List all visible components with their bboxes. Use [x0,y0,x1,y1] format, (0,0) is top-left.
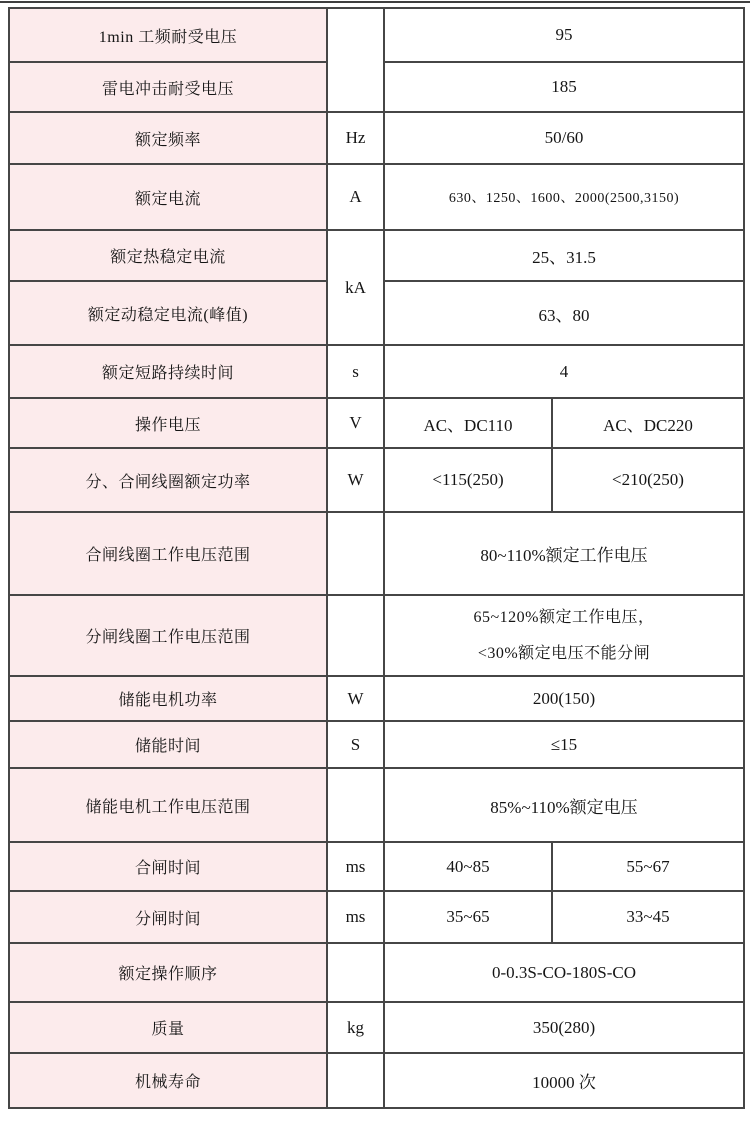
spec-label-cell: 合闸线圈工作电压范围 [9,512,327,595]
value-cell: 55~67 [552,842,744,891]
spec-label-cell: 分、合闸线圈额定功率 [9,448,327,512]
value-cell: AC、DC110 [384,398,552,448]
value-cell: 80~110%额定工作电压 [384,512,744,595]
unit-cell: S [327,721,384,768]
spec-label-cell: 机械寿命 [9,1053,327,1108]
unit-cell [327,1053,384,1108]
value-cell: <210(250) [552,448,744,512]
value-cell: 63、80 [384,281,744,345]
table-row [9,512,744,595]
unit-cell [327,8,384,112]
unit-cell: V [327,398,384,448]
value-cell: 33~45 [552,891,744,943]
spec-label-cell: 分闸时间 [9,891,327,943]
value-cell: <115(250) [384,448,552,512]
value-line: 65~120%额定工作电压， [473,608,655,626]
unit-cell: s [327,345,384,398]
spec-label-cell: 分闸线圈工作电压范围 [9,595,327,676]
table-row [9,943,744,1002]
value-cell: 50/60 [384,112,744,164]
spec-label-cell: 合闸时间 [9,842,327,891]
unit-cell: Hz [327,112,384,164]
table-row [9,1002,744,1053]
unit-cell [327,595,384,676]
spec-label-cell: 雷电冲击耐受电压 [9,62,327,112]
unit-cell [327,512,384,595]
table-row [9,676,744,721]
value-cell: 350(280) [384,1002,744,1053]
value-cell: 200(150) [384,676,744,721]
table-row [9,345,744,398]
table-row [9,721,744,768]
table-row [9,8,744,62]
spec-label-cell: 质量 [9,1002,327,1053]
unit-cell: W [327,448,384,512]
spec-label-cell: 额定电流 [9,164,327,230]
unit-cell: kA [327,230,384,345]
table-row [9,164,744,230]
table-row [9,842,744,891]
table-row [9,398,744,448]
value-line: <30%额定电压不能分闸 [477,644,651,662]
spec-label-cell: 操作电压 [9,398,327,448]
value-cell: ≤15 [384,721,744,768]
unit-cell [327,943,384,1002]
spec-table [8,7,745,1109]
unit-cell: kg [327,1002,384,1053]
value-cell: 10000 次 [384,1053,744,1108]
table-row [9,1053,744,1108]
table-row [9,230,744,281]
top-rule [0,1,750,3]
table-row [9,768,744,842]
unit-cell: A [327,164,384,230]
value-cell: 25、31.5 [384,230,744,281]
spec-label-cell: 额定动稳定电流(峰值) [9,281,327,345]
spec-label-cell: 额定热稳定电流 [9,230,327,281]
table-row [9,595,744,676]
value-cell: 85%~110%额定电压 [384,768,744,842]
value-cell: AC、DC220 [552,398,744,448]
table-row [9,891,744,943]
table-row [9,448,744,512]
value-cell: 630、1250、1600、2000(2500,3150) [384,164,744,230]
unit-cell: ms [327,891,384,943]
spec-label-cell: 1min 工频耐受电压 [9,8,327,62]
spec-label-cell: 储能时间 [9,721,327,768]
value-cell [384,595,744,676]
value-cell: 35~65 [384,891,552,943]
unit-cell: W [327,676,384,721]
value-cell: 95 [384,8,744,62]
spec-label-cell: 额定频率 [9,112,327,164]
table-row [9,112,744,164]
unit-cell: ms [327,842,384,891]
value-cell: 4 [384,345,744,398]
value-cell: 0-0.3S-CO-180S-CO [384,943,744,1002]
value-cell: 185 [384,62,744,112]
spec-label-cell: 储能电机工作电压范围 [9,768,327,842]
spec-table-body [9,8,744,1108]
spec-label-cell: 额定短路持续时间 [9,345,327,398]
unit-cell [327,768,384,842]
spec-label-cell: 额定操作顺序 [9,943,327,1002]
spec-label-cell: 储能电机功率 [9,676,327,721]
value-cell: 40~85 [384,842,552,891]
